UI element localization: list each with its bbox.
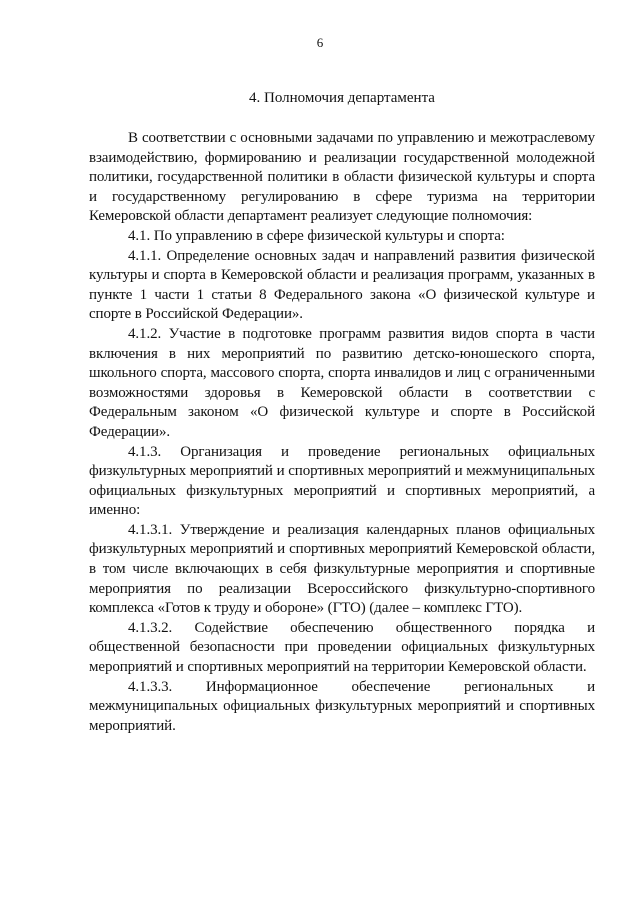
paragraph-4-1-3-1: 4.1.3.1. Утверждение и реализация календарных планов официальных физкультурных мероприятий и спортивных мероприятий Кемеровской области, в том числе включающих в себя физкультурные мероприятия и спортивные мероприятия по реализации Всероссийского физкультурно-спортивного комплекса «Готов к труду и обороне» (ГТО) (далее – комплекс ГТО). bbox=[89, 521, 595, 617]
document-body bbox=[89, 86, 595, 736]
paragraph-intro: В соответствии с основными задачами по управлению и межотраслевому взаимодействию, формированию и реализации государственной молодежной политики, государственной политики в области физической культуры и спорта и государственному регулированию в сфере туризма на территории Кемеровской области департамент реализует следующие полномочия: bbox=[89, 130, 595, 225]
paragraph-4-1-3: 4.1.3. Организация и проведение региональных официальных физкультурных мероприятий и спортивных мероприятий и межмуниципальных официальных физкультурных мероприятий и спортивных мероприятий, а именно: bbox=[89, 443, 595, 519]
paragraph-4-1-3-3: 4.1.3.3. Информационное обеспечение региональных и межмуниципальных официальных физкультурных мероприятий и спортивных мероприятий. bbox=[89, 678, 595, 734]
section-title: 4. Полномочия департамента bbox=[249, 90, 435, 106]
paragraph-4-1-1: 4.1.1. Определение основных задач и направлений развития физической культуры и спорта в Кемеровской области и реализация программ, указанных в пункте 1 части 1 статьи 8 Федерального закона «О физической культуре и спорте в Российской Федерации». bbox=[89, 247, 595, 323]
paragraph-4-1-2: 4.1.2. Участие в подготовке программ развития видов спорта в части включения в них мероприятий по развитию детско-юношеского спорта, школьного спорта, массового спорта, спорта инвалидов и лиц с ограниченными возможностями здоровья в Кемеровской области в соответствии с Федеральным законом «О физической культуре и спорте в Российской Федерации». bbox=[89, 325, 595, 440]
page-number: 6 bbox=[316, 35, 324, 50]
paragraph-4-1: 4.1. По управлению в сфере физической культуры и спорта: bbox=[128, 227, 505, 244]
paragraph-4-1-3-2: 4.1.3.2. Содействие обеспечению общественного порядка и общественной безопасности при проведении официальных физкультурных мероприятий и спортивных мероприятий на территории Кемеровской области. bbox=[89, 619, 595, 676]
